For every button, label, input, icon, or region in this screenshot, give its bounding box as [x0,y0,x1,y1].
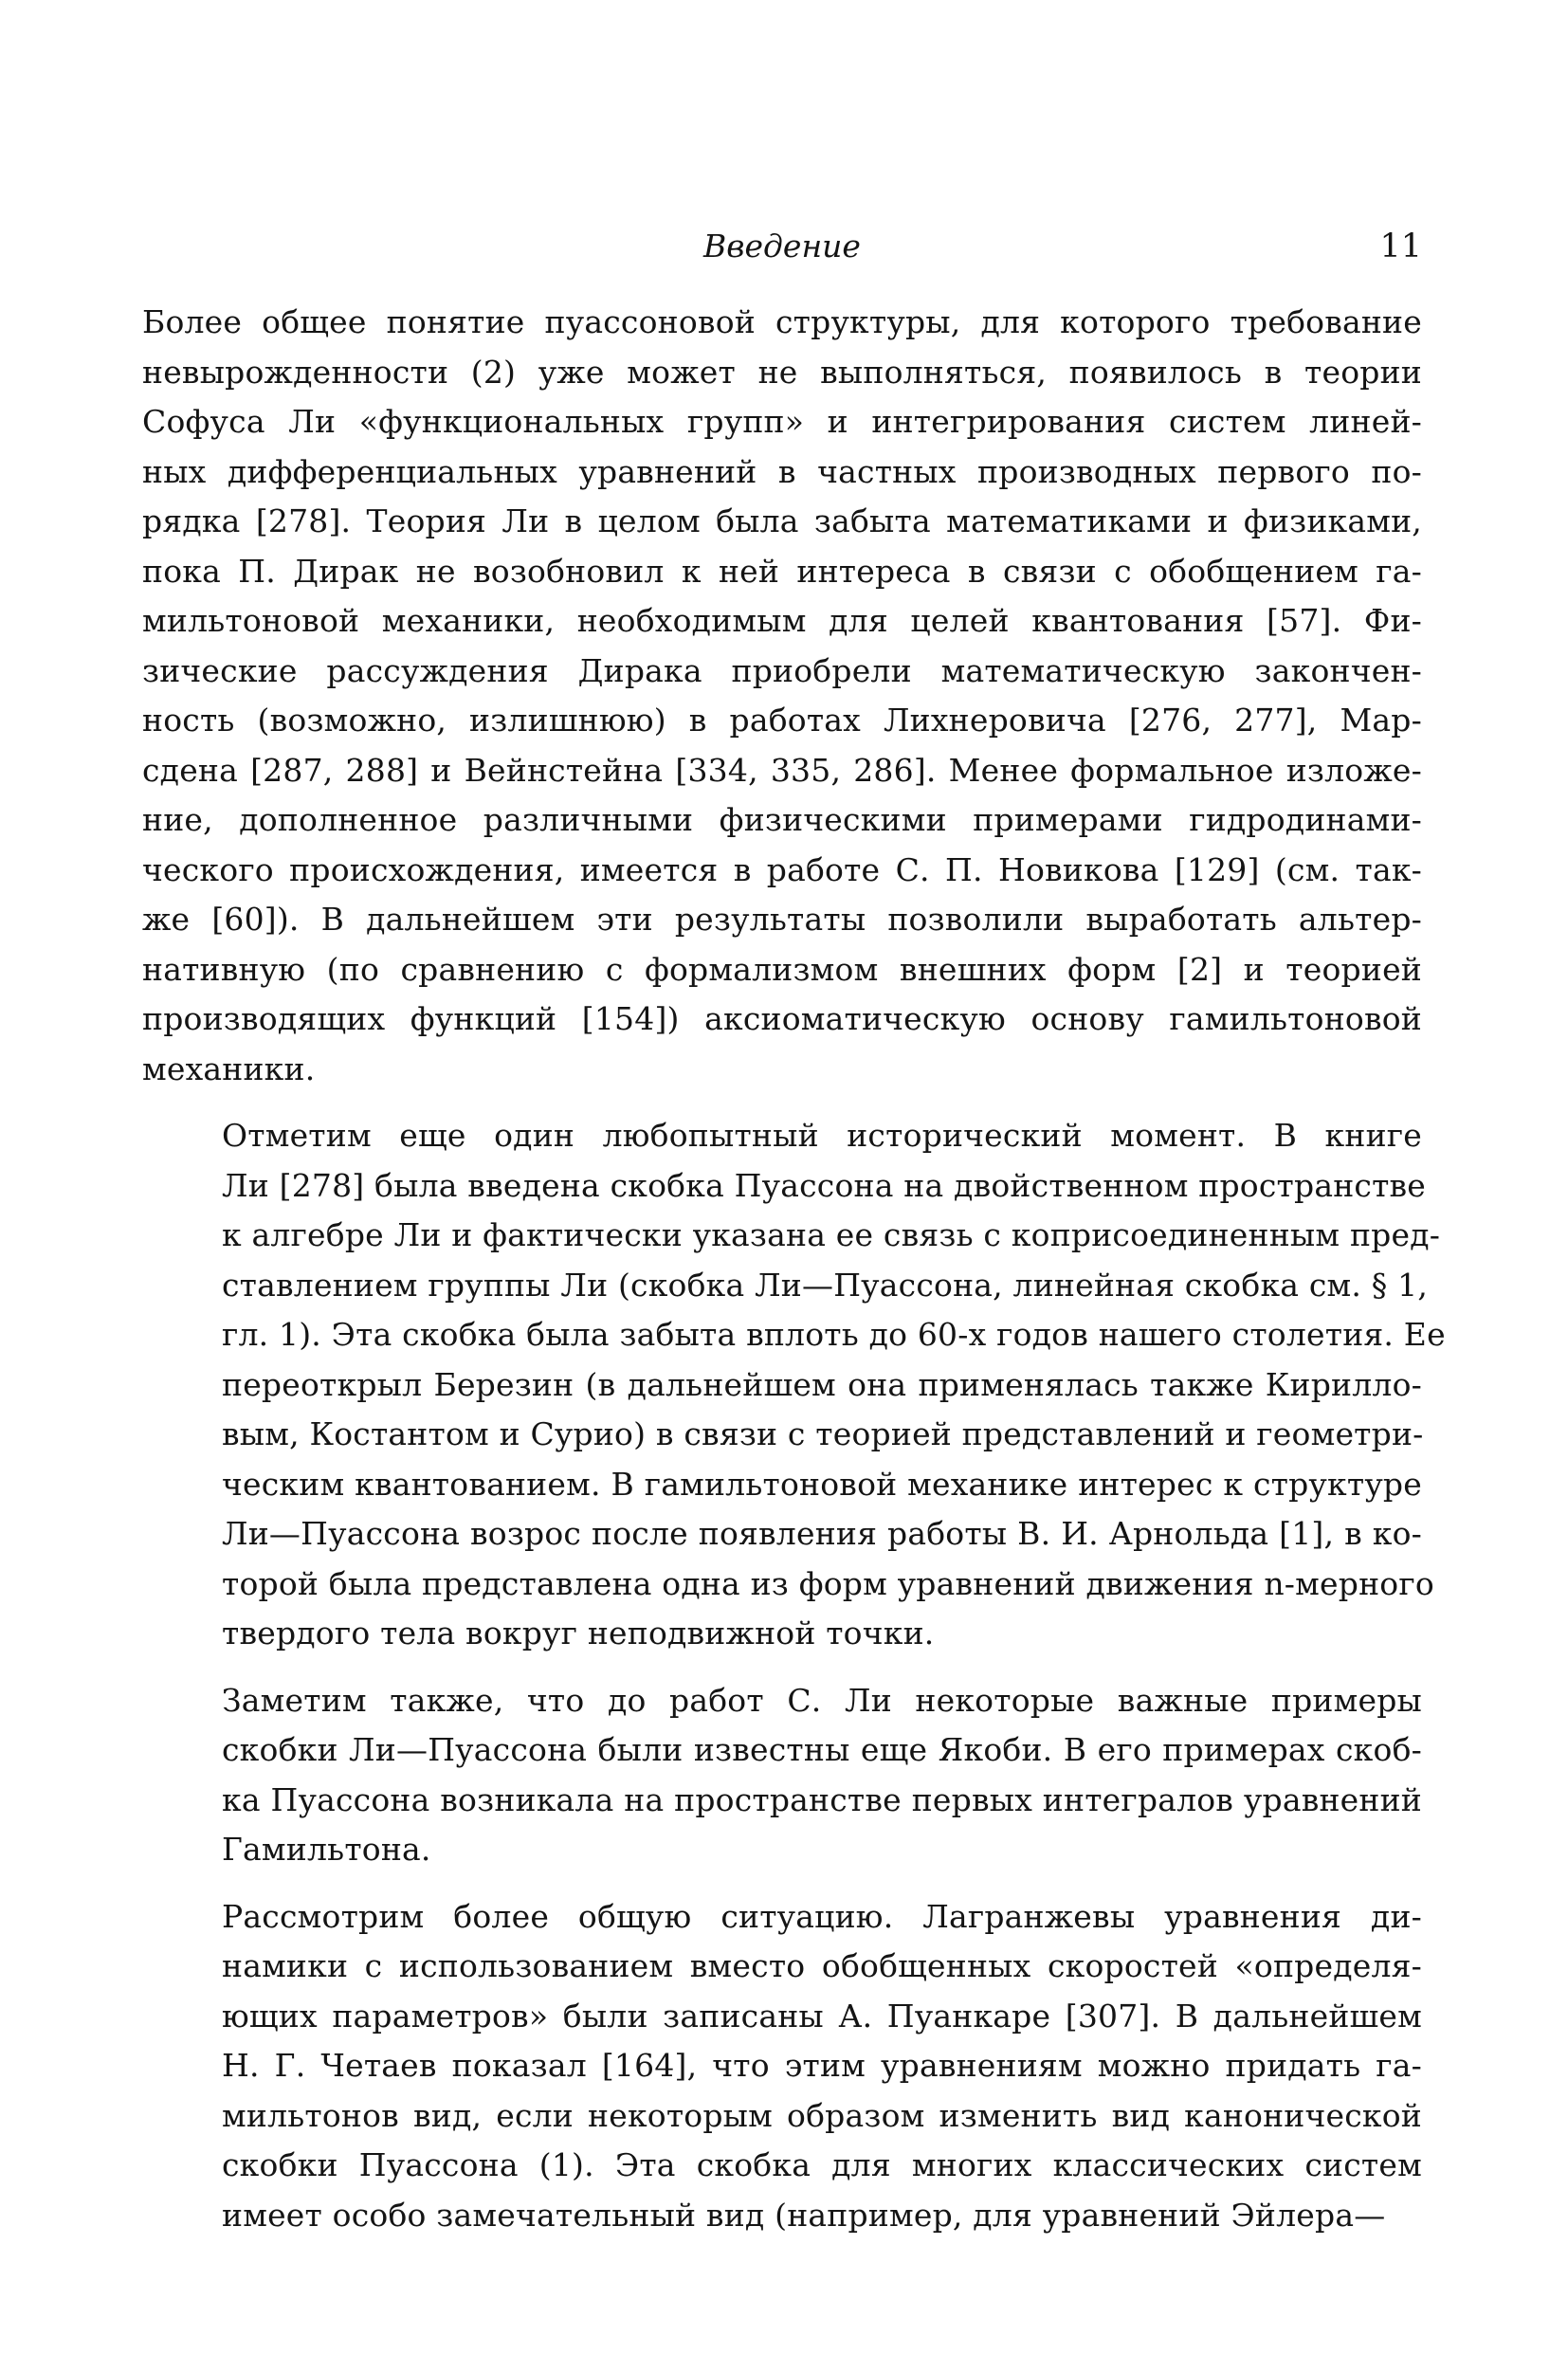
text-line: Рассмотрим более общую ситуацию. Лагранжевы уравнения ди- [222,1897,1422,1935]
text-line: невырожденности (2) уже может не выполняться, появилось в теории [142,353,1422,391]
body-text [142,298,1446,2240]
text-line: ющих параметров» были записаны А. Пуанкаре [307]. В дальнейшем [222,1997,1422,2035]
text-line: Ли—Пуассона возрос после появления работы В. И. Арнольда [1], в ко- [222,1515,1422,1552]
text-line: Н. Г. Четаев показал [164], что этим уравнениям можно придать га- [222,2047,1422,2084]
text-line: производящих функций [154]) аксиоматическую основу гамильтоновой [142,1000,1422,1037]
text-line: Ли [278] была введена скобка Пуассона на двойственном пространстве [222,1166,1427,1204]
running-title: Введение [703,228,861,265]
text-line: мильтонов вид, если некоторым образом изменить вид канонической [222,2096,1422,2134]
page-header [142,228,1422,284]
book-page [142,228,1446,2257]
text-line: нативную (по сравнению с формализмом внешних форм [2] и теорией [142,950,1422,988]
text-line: мильтоновой механики, необходимым для целей квантования [57]. Фи- [142,602,1422,639]
text-line: рядка [278]. Теория Ли в целом была забыта математиками и физиками, [142,502,1422,539]
text-line: скобки Пуассона (1). Эта скобка для многих классических систем [222,2146,1422,2183]
paragraph [142,298,1422,1094]
text-line: ставлением группы Ли (скобка Ли—Пуассона, линейная скобка см. § 1, [222,1266,1429,1304]
text-line: скобки Ли—Пуассона были известны еще Якоби. В его примерах скоб- [222,1731,1422,1768]
text-line: к алгебре Ли и фактически указана ее связь с коприсоединенным пред- [222,1216,1441,1253]
text-line: сдена [287, 288] и Вейнстейна [334, 335, 286]. Менее формальное изложе- [142,751,1422,789]
text-line: вым, Костантом и Сурио) в связи с теорией представлений и геометри- [222,1415,1424,1452]
text-line: ность (возможно, излишнюю) в работах Лихнеровича [276, 277], Мар- [142,702,1422,739]
paragraph [142,1892,1422,2241]
text-line: имеет особо замечательный вид (например, для уравнений Эйлера— [222,2196,1386,2234]
text-line: Заметим также, что до работ С. Ли некоторые важные примеры [222,1681,1422,1719]
text-line: же [60]). В дальнейшем эти результаты позволили выработать альтер- [142,901,1422,938]
paragraph [142,1676,1422,1875]
text-line: пока П. Дирак не возобновил к ней интереса в связи с обобщением га- [142,552,1422,590]
text-line: механики. [142,1049,316,1087]
text-line: ных дифференциальных уравнений в частных производных первого по- [142,452,1422,490]
text-line: переоткрыл Березин (в дальнейшем она применялась также Кирилло- [222,1365,1422,1403]
text-line: ка Пуассона возникала на пространстве первых интегралов уравнений [222,1780,1422,1818]
text-line: Более общее понятие пуассоновой структуры, для которого требование [142,303,1422,340]
text-line: торой была представлена одна из форм уравнений движения n-мерного [222,1564,1434,1602]
text-line: ческим квантованием. В гамильтоновой механике интерес к структуре [222,1465,1422,1503]
text-line: твердого тела вокруг неподвижной точки. [222,1615,935,1651]
text-line: ние, дополненное различными физическими примерами гидродинами- [142,801,1422,838]
text-line: гл. 1). Эта скобка была забыта вплоть до 60-х годов нашего столетия. Ее [222,1316,1446,1353]
text-line: намики с использованием вместо обобщенных скоростей «определя- [222,1947,1422,1984]
paragraph [142,1111,1446,1659]
text-line: ческого происхождения, имеется в работе С. П. Новикова [129] (см. так- [142,850,1422,888]
text-line: Гамильтона. [222,1831,431,1868]
page-number: 11 [1379,228,1422,265]
text-line: зические рассуждения Дирака приобрели математическую закончен- [142,651,1422,689]
text-line: Отметим еще один любопытный исторический момент. В книге [222,1117,1422,1154]
text-line: Софуса Ли «функциональных групп» и интегрирования систем линей- [142,403,1422,440]
